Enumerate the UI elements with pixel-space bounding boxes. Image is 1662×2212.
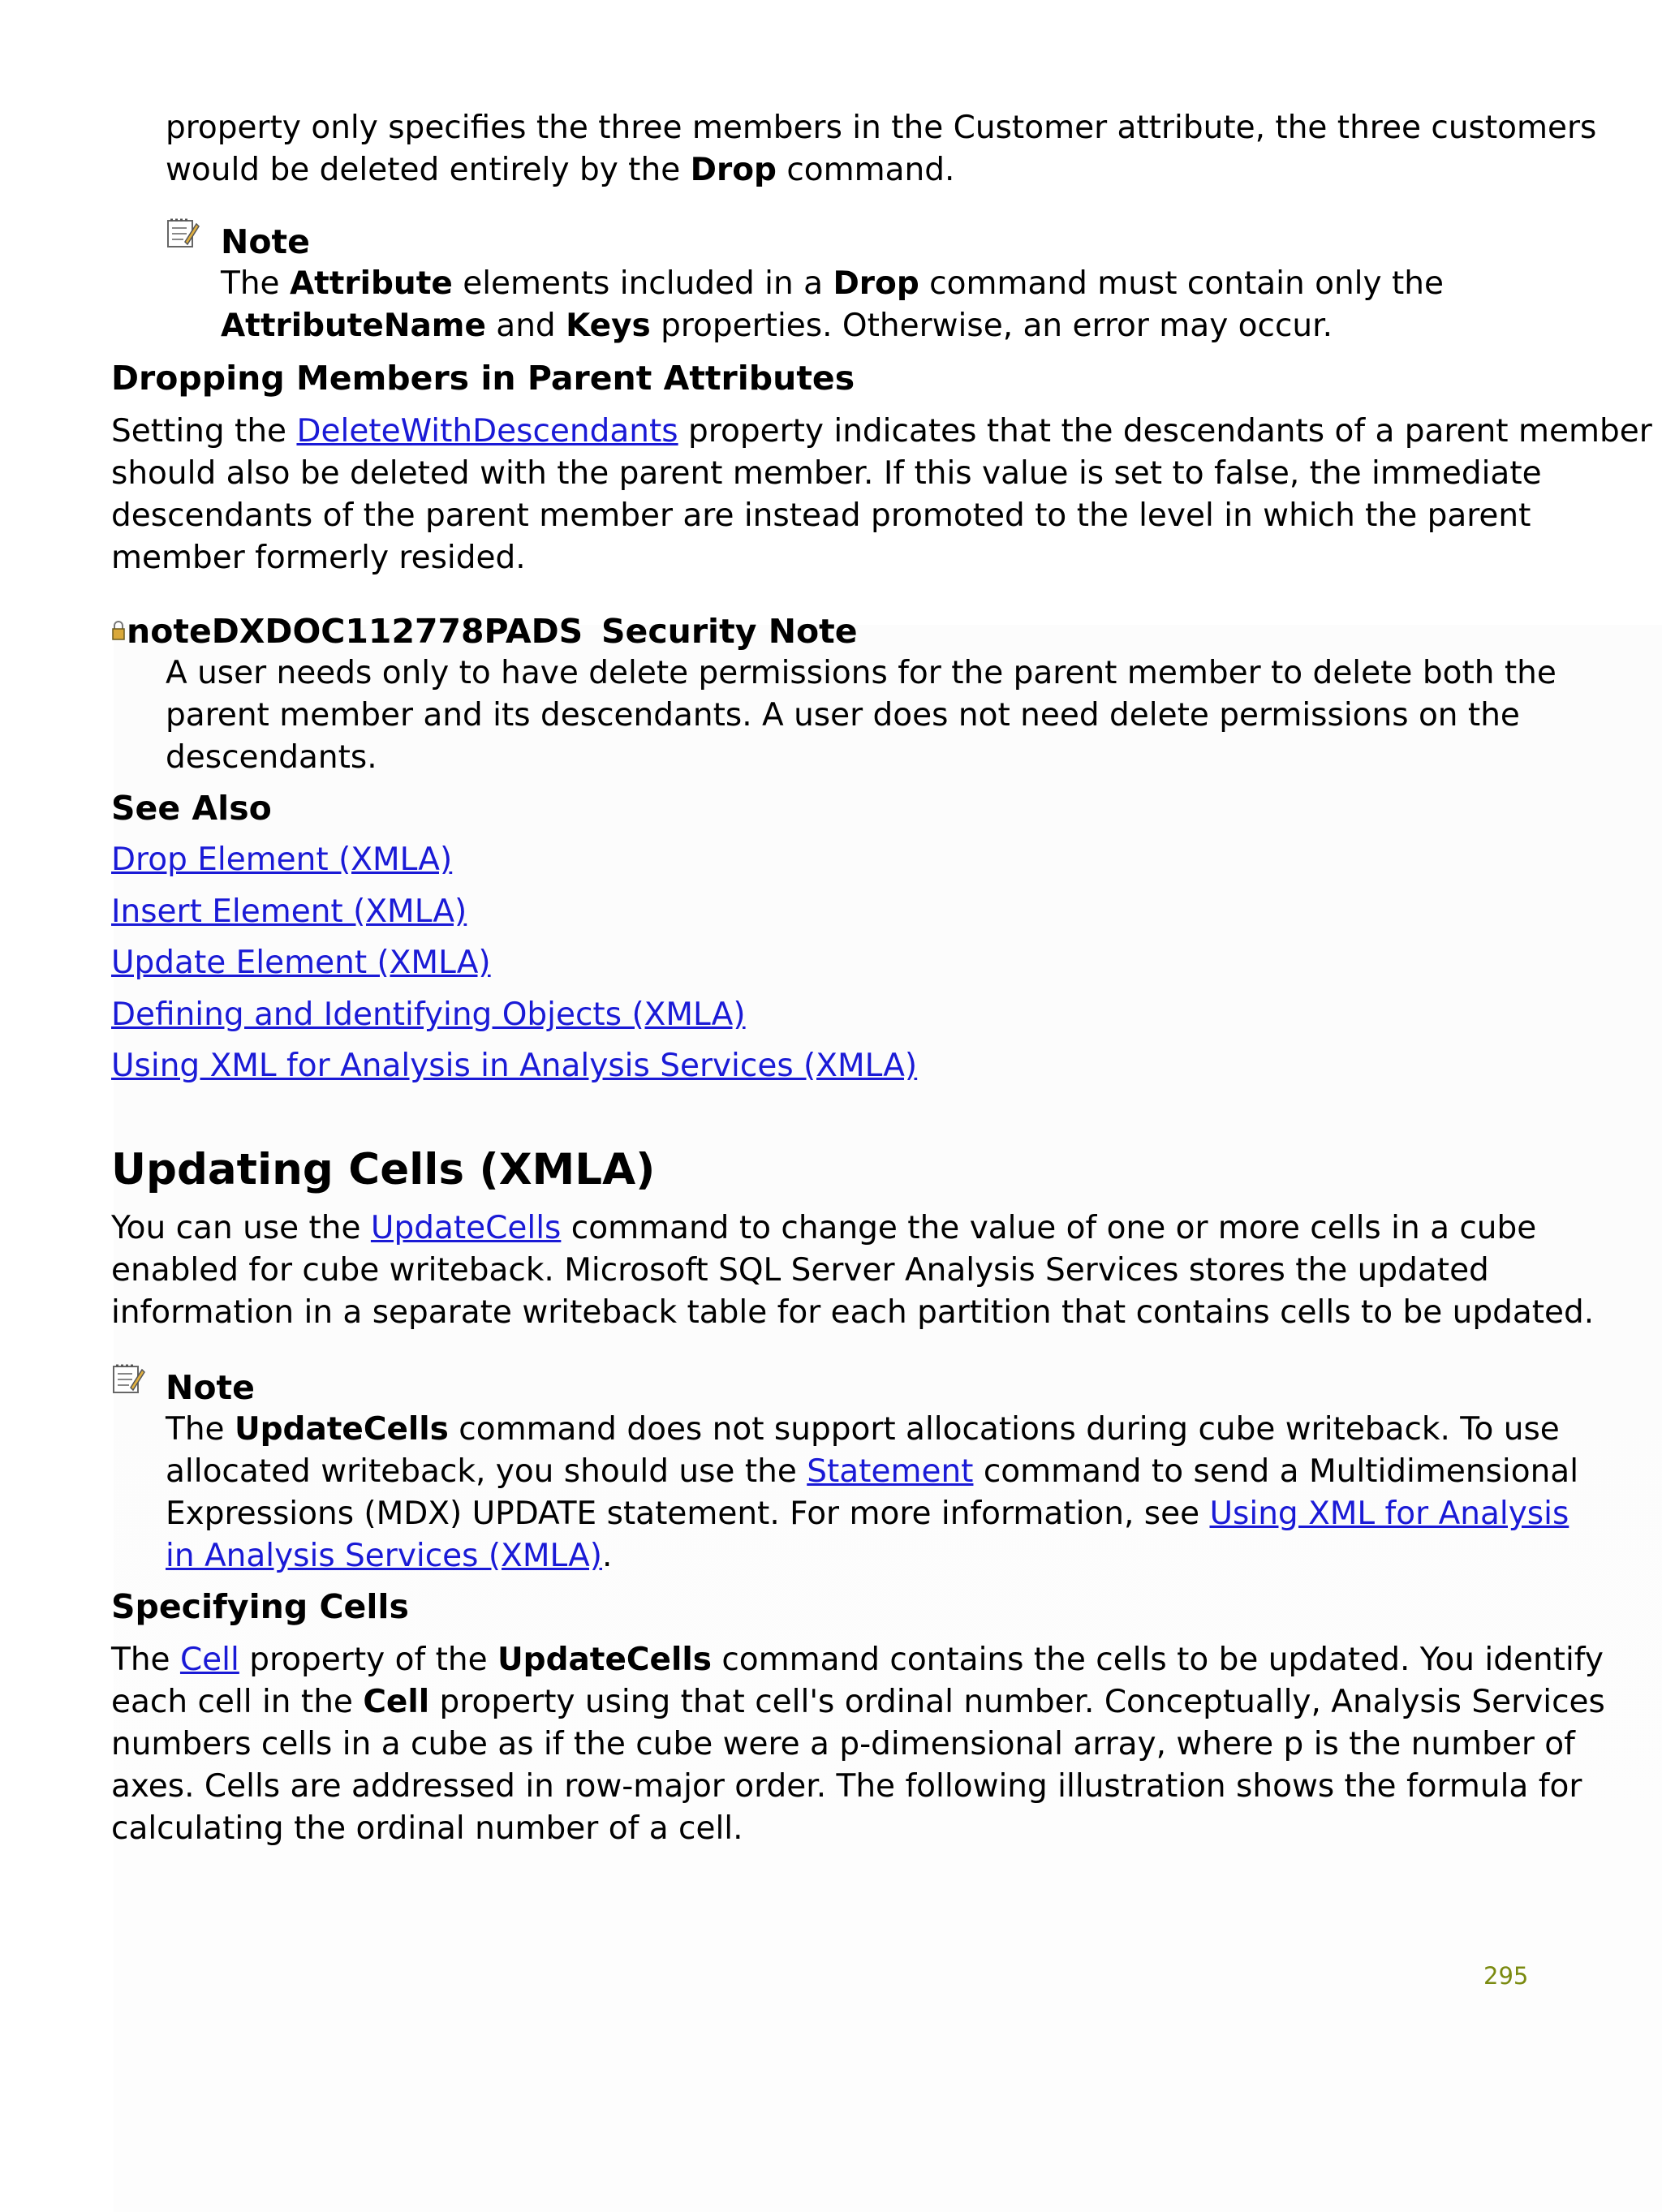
note-text-line: in Analysis Services (XMLA). bbox=[166, 1538, 613, 1574]
link-drop-element[interactable]: Drop Element (XMLA) bbox=[111, 841, 453, 878]
paragraph-line: information in a separate writeback table for each partition that contains cells to be updated. bbox=[111, 1294, 1595, 1331]
note-text-line-1: The Attribute elements included in a Drop command must contain only the bbox=[221, 265, 1444, 302]
note-text-line: Expressions (MDX) UPDATE statement. For more information, see Using XML for Analysis bbox=[166, 1495, 1569, 1532]
link-statement[interactable]: Statement bbox=[807, 1453, 974, 1490]
note-title: Note bbox=[166, 1368, 255, 1407]
link-defining-identifying-objects[interactable]: Defining and Identifying Objects (XMLA) bbox=[111, 996, 746, 1033]
page-number: 295 bbox=[1483, 1962, 1529, 1990]
note-text-line: allocated writeback, you should use the Statement command to send a Multidimensional bbox=[166, 1453, 1579, 1490]
link-analysis-services-xmla-inline[interactable]: in Analysis Services (XMLA) bbox=[166, 1538, 602, 1574]
section-heading-specifying-cells: Specifying Cells bbox=[111, 1587, 409, 1626]
link-using-xml-for-analysis[interactable]: Using XML for Analysis in Analysis Services (XMLA) bbox=[111, 1048, 918, 1084]
paragraph-line: Setting the DeleteWithDescendants property indicates that the descendants of a parent member bbox=[111, 413, 1652, 450]
note-icon bbox=[166, 216, 200, 250]
page-title: Updating Cells (XMLA) bbox=[111, 1145, 656, 1194]
paragraph-line: member formerly resided. bbox=[111, 540, 526, 576]
paragraph-line: should also be deleted with the parent member. If this value is set to false, the immediate bbox=[111, 455, 1542, 492]
note-text-line: The UpdateCells command does not support allocations during cube writeback. To use bbox=[166, 1411, 1560, 1448]
paragraph-line: numbers cells in a cube as if the cube were a p-dimensional array, where p is the number of bbox=[111, 1726, 1575, 1762]
lock-icon bbox=[112, 620, 125, 641]
note-text-line-2: AttributeName and Keys properties. Otherwise, an error may occur. bbox=[221, 308, 1333, 344]
intro-line-1: property only specifies the three members in the Customer attribute, the three customers bbox=[166, 110, 1597, 146]
note-title: Note bbox=[221, 222, 310, 261]
link-insert-element[interactable]: Insert Element (XMLA) bbox=[111, 893, 467, 930]
link-using-xml-for-analysis-inline[interactable]: Using XML for Analysis bbox=[1209, 1495, 1569, 1532]
paragraph-line: You can use the UpdateCells command to change the value of one or more cells in a cube bbox=[111, 1210, 1537, 1246]
security-note-id: noteDXDOC112778PADS bbox=[127, 612, 583, 651]
security-note-line: parent member and its descendants. A user does not need delete permissions on the bbox=[166, 697, 1520, 734]
link-updatecells[interactable]: UpdateCells bbox=[370, 1210, 562, 1246]
link-update-element[interactable]: Update Element (XMLA) bbox=[111, 945, 491, 981]
paragraph-line: The Cell property of the UpdateCells command contains the cells to be updated. You identify bbox=[111, 1642, 1604, 1678]
security-note-line: descendants. bbox=[166, 739, 377, 776]
paragraph-line: descendants of the parent member are instead promoted to the level in which the parent bbox=[111, 497, 1531, 534]
note-icon bbox=[111, 1362, 145, 1396]
link-deletewithdescendants[interactable]: DeleteWithDescendants bbox=[296, 413, 678, 450]
section-heading-dropping-members: Dropping Members in Parent Attributes bbox=[111, 359, 855, 398]
see-also-heading: See Also bbox=[111, 789, 272, 828]
security-note-line: A user needs only to have delete permissions for the parent member to delete both the bbox=[166, 655, 1557, 691]
paragraph-line: calculating the ordinal number of a cell. bbox=[111, 1810, 743, 1847]
paragraph-line: enabled for cube writeback. Microsoft SQL Server Analysis Services stores the updated bbox=[111, 1252, 1489, 1289]
security-note-title: Security Note bbox=[601, 612, 858, 651]
link-cell[interactable]: Cell bbox=[179, 1642, 239, 1678]
paragraph-line: axes. Cells are addressed in row-major order. The following illustration shows the formula for bbox=[111, 1768, 1582, 1805]
intro-line-2: would be deleted entirely by the Drop command. bbox=[166, 152, 955, 188]
paragraph-line: each cell in the Cell property using that cell's ordinal number. Conceptually, Analysis Services bbox=[111, 1684, 1605, 1720]
